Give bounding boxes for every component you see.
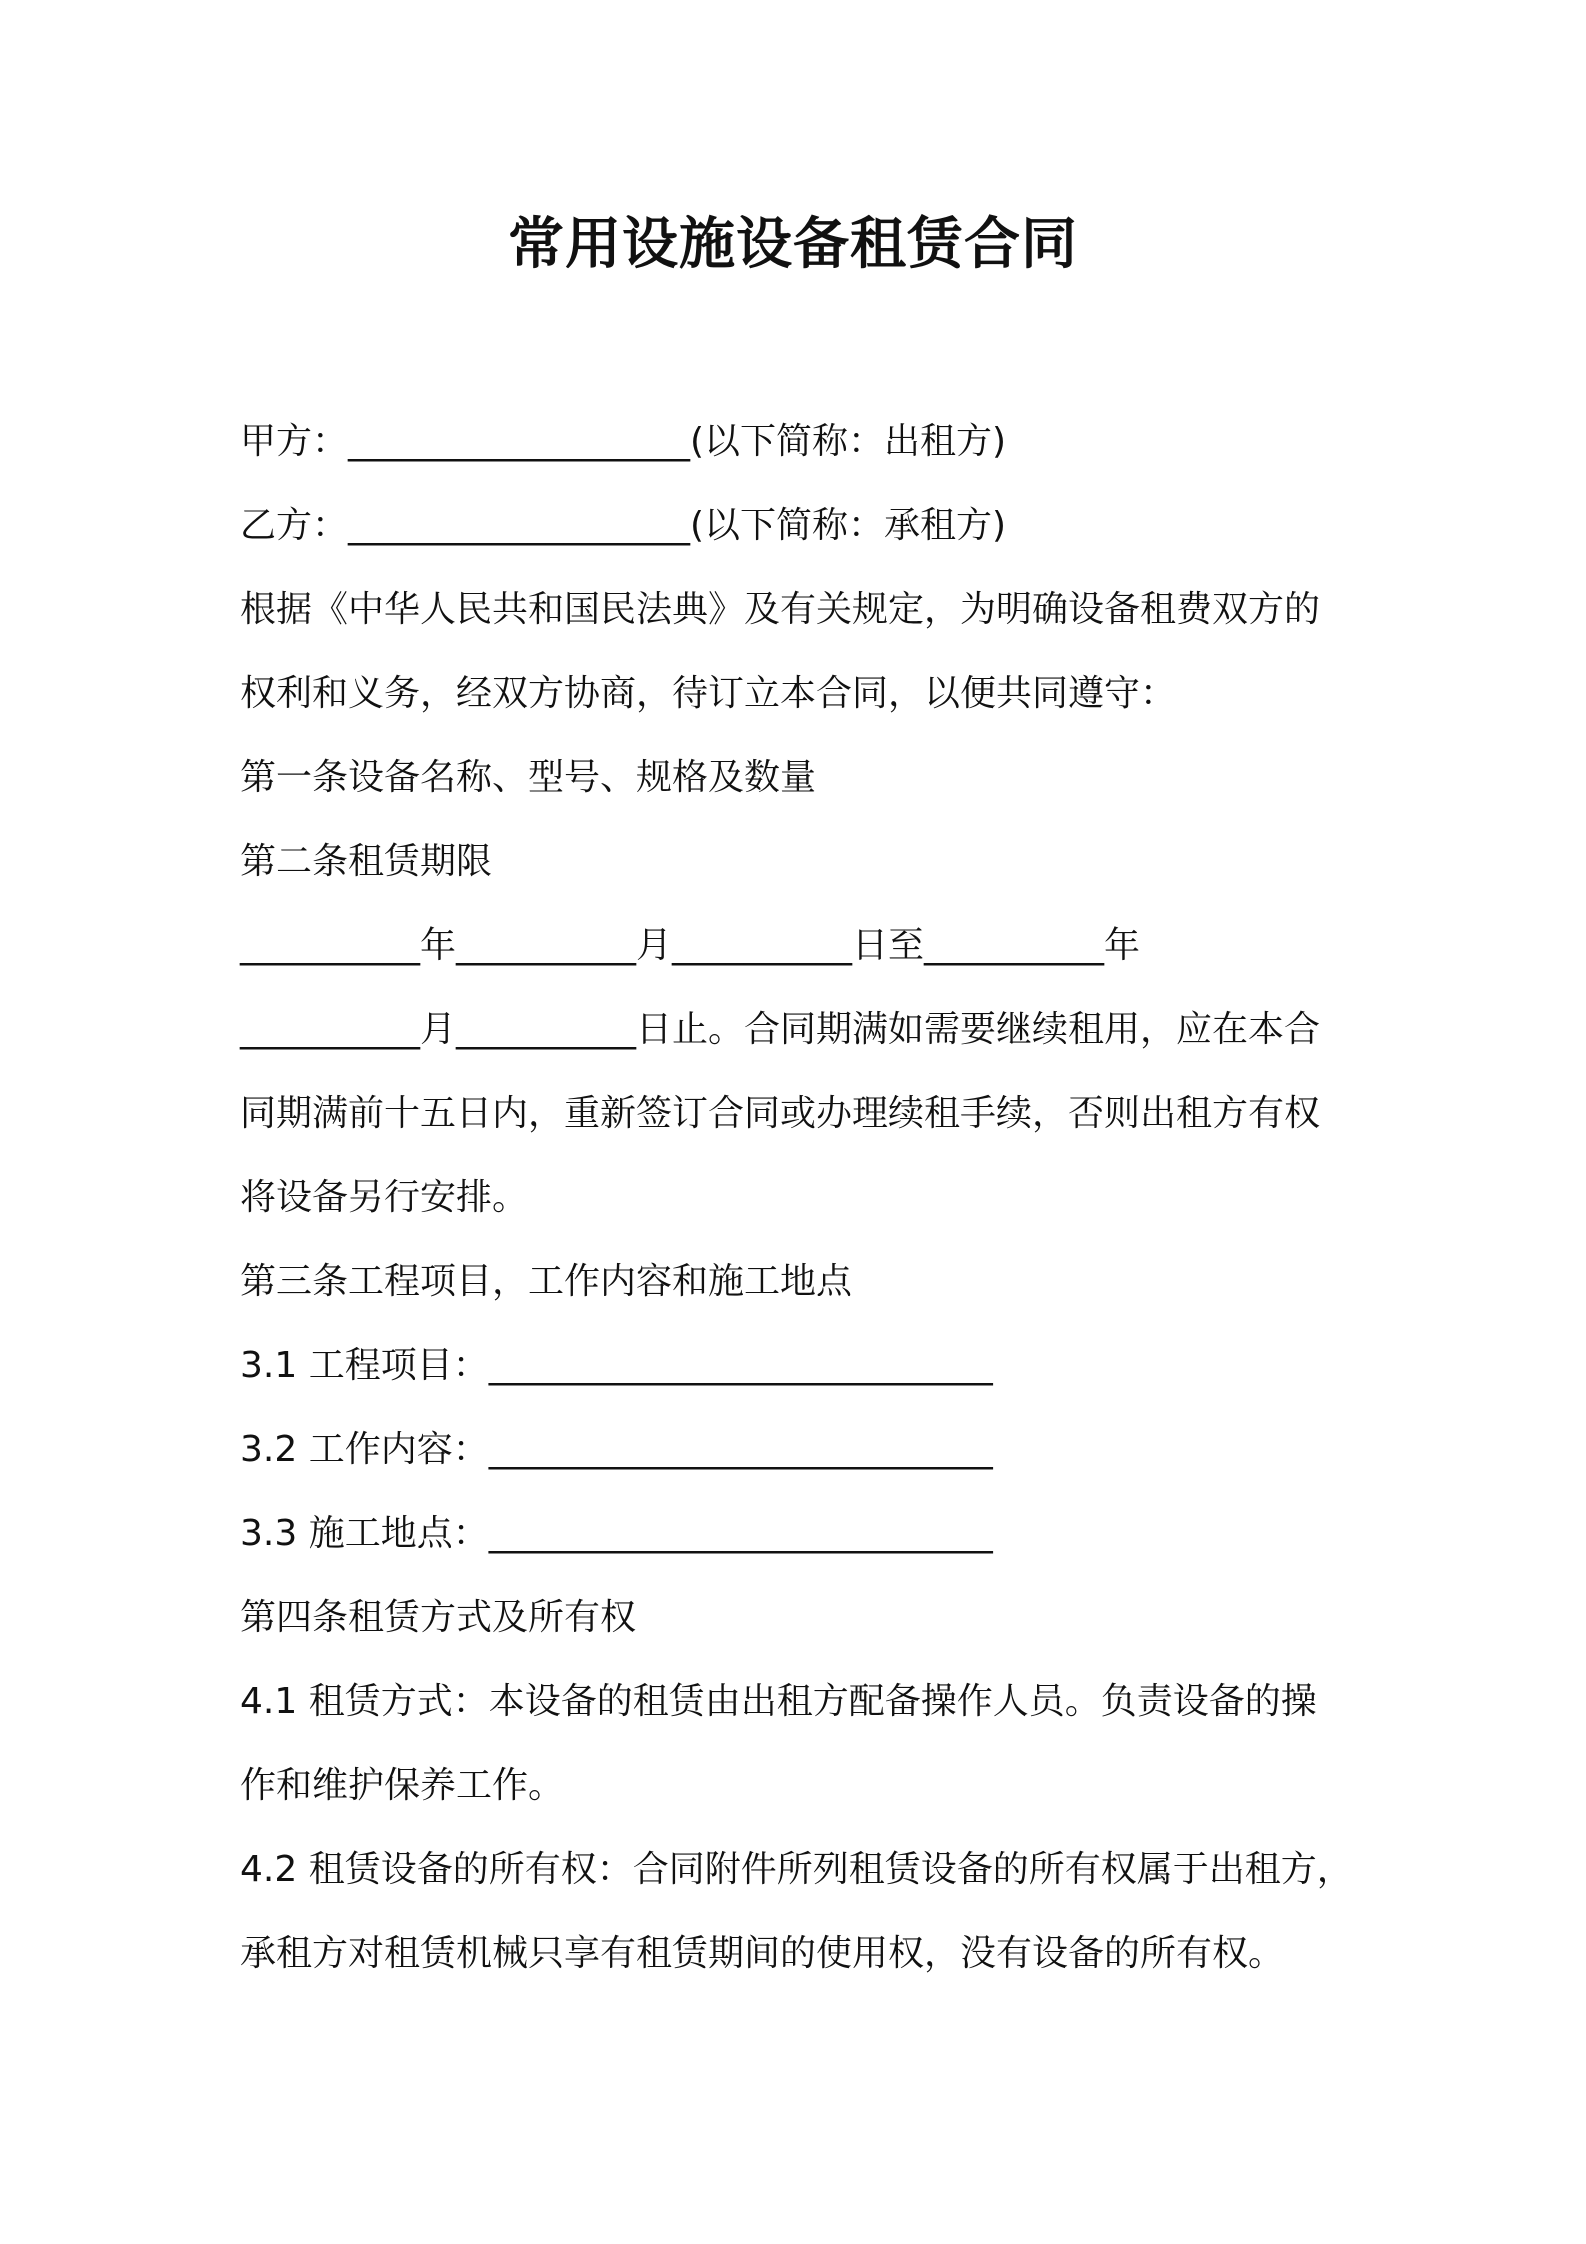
article-3-heading: 第三条工程项目，工作内容和施工地点 <box>240 1261 853 1302</box>
clause-4-1-line-1: 4.1 租赁方式：本设备的租赁由出租方配备操作人员。负责设备的操 <box>240 1681 1317 1722</box>
article-2-line-2: __________月__________日止。合同期满如需要继续租用，应在本合 <box>240 1009 1321 1050</box>
party-b-line: 乙方：___________________(以下简称：承租方) <box>240 505 1007 546</box>
article-2-line-1: __________年__________月__________日至__________年 <box>240 925 1140 966</box>
party-a-line: 甲方：___________________(以下简称：出租方) <box>240 421 1007 462</box>
clause-3-3: 3.3 施工地点：____________________________ <box>240 1513 993 1554</box>
preamble-line-2: 权利和义务，经双方协商，待订立本合同，以便共同遵守： <box>240 673 1177 714</box>
clause-3-1: 3.1 工程项目：____________________________ <box>240 1345 993 1386</box>
preamble-line-1: 根据《中华人民共和国民法典》及有关规定，为明确设备租费双方的 <box>240 589 1321 630</box>
clause-4-1-line-2: 作和维护保养工作。 <box>240 1765 565 1806</box>
clause-4-2-line-1: 4.2 租赁设备的所有权：合同附件所列租赁设备的所有权属于出租方， <box>240 1849 1353 1890</box>
article-1-heading: 第一条设备名称、型号、规格及数量 <box>240 757 817 798</box>
document-title: 常用设施设备租赁合同 <box>508 212 1078 277</box>
document-body <box>240 400 1360 1996</box>
article-4-heading: 第四条租赁方式及所有权 <box>240 1597 637 1638</box>
article-2-line-4: 将设备另行安排。 <box>240 1177 529 1218</box>
clause-3-2: 3.2 工作内容：____________________________ <box>240 1429 993 1470</box>
article-2-heading: 第二条租赁期限 <box>240 841 493 882</box>
article-2-line-3: 同期满前十五日内，重新签订合同或办理续租手续，否则出租方有权 <box>240 1093 1321 1134</box>
clause-4-2-line-2: 承租方对租赁机械只享有租赁期间的使用权，没有设备的所有权。 <box>240 1933 1285 1974</box>
